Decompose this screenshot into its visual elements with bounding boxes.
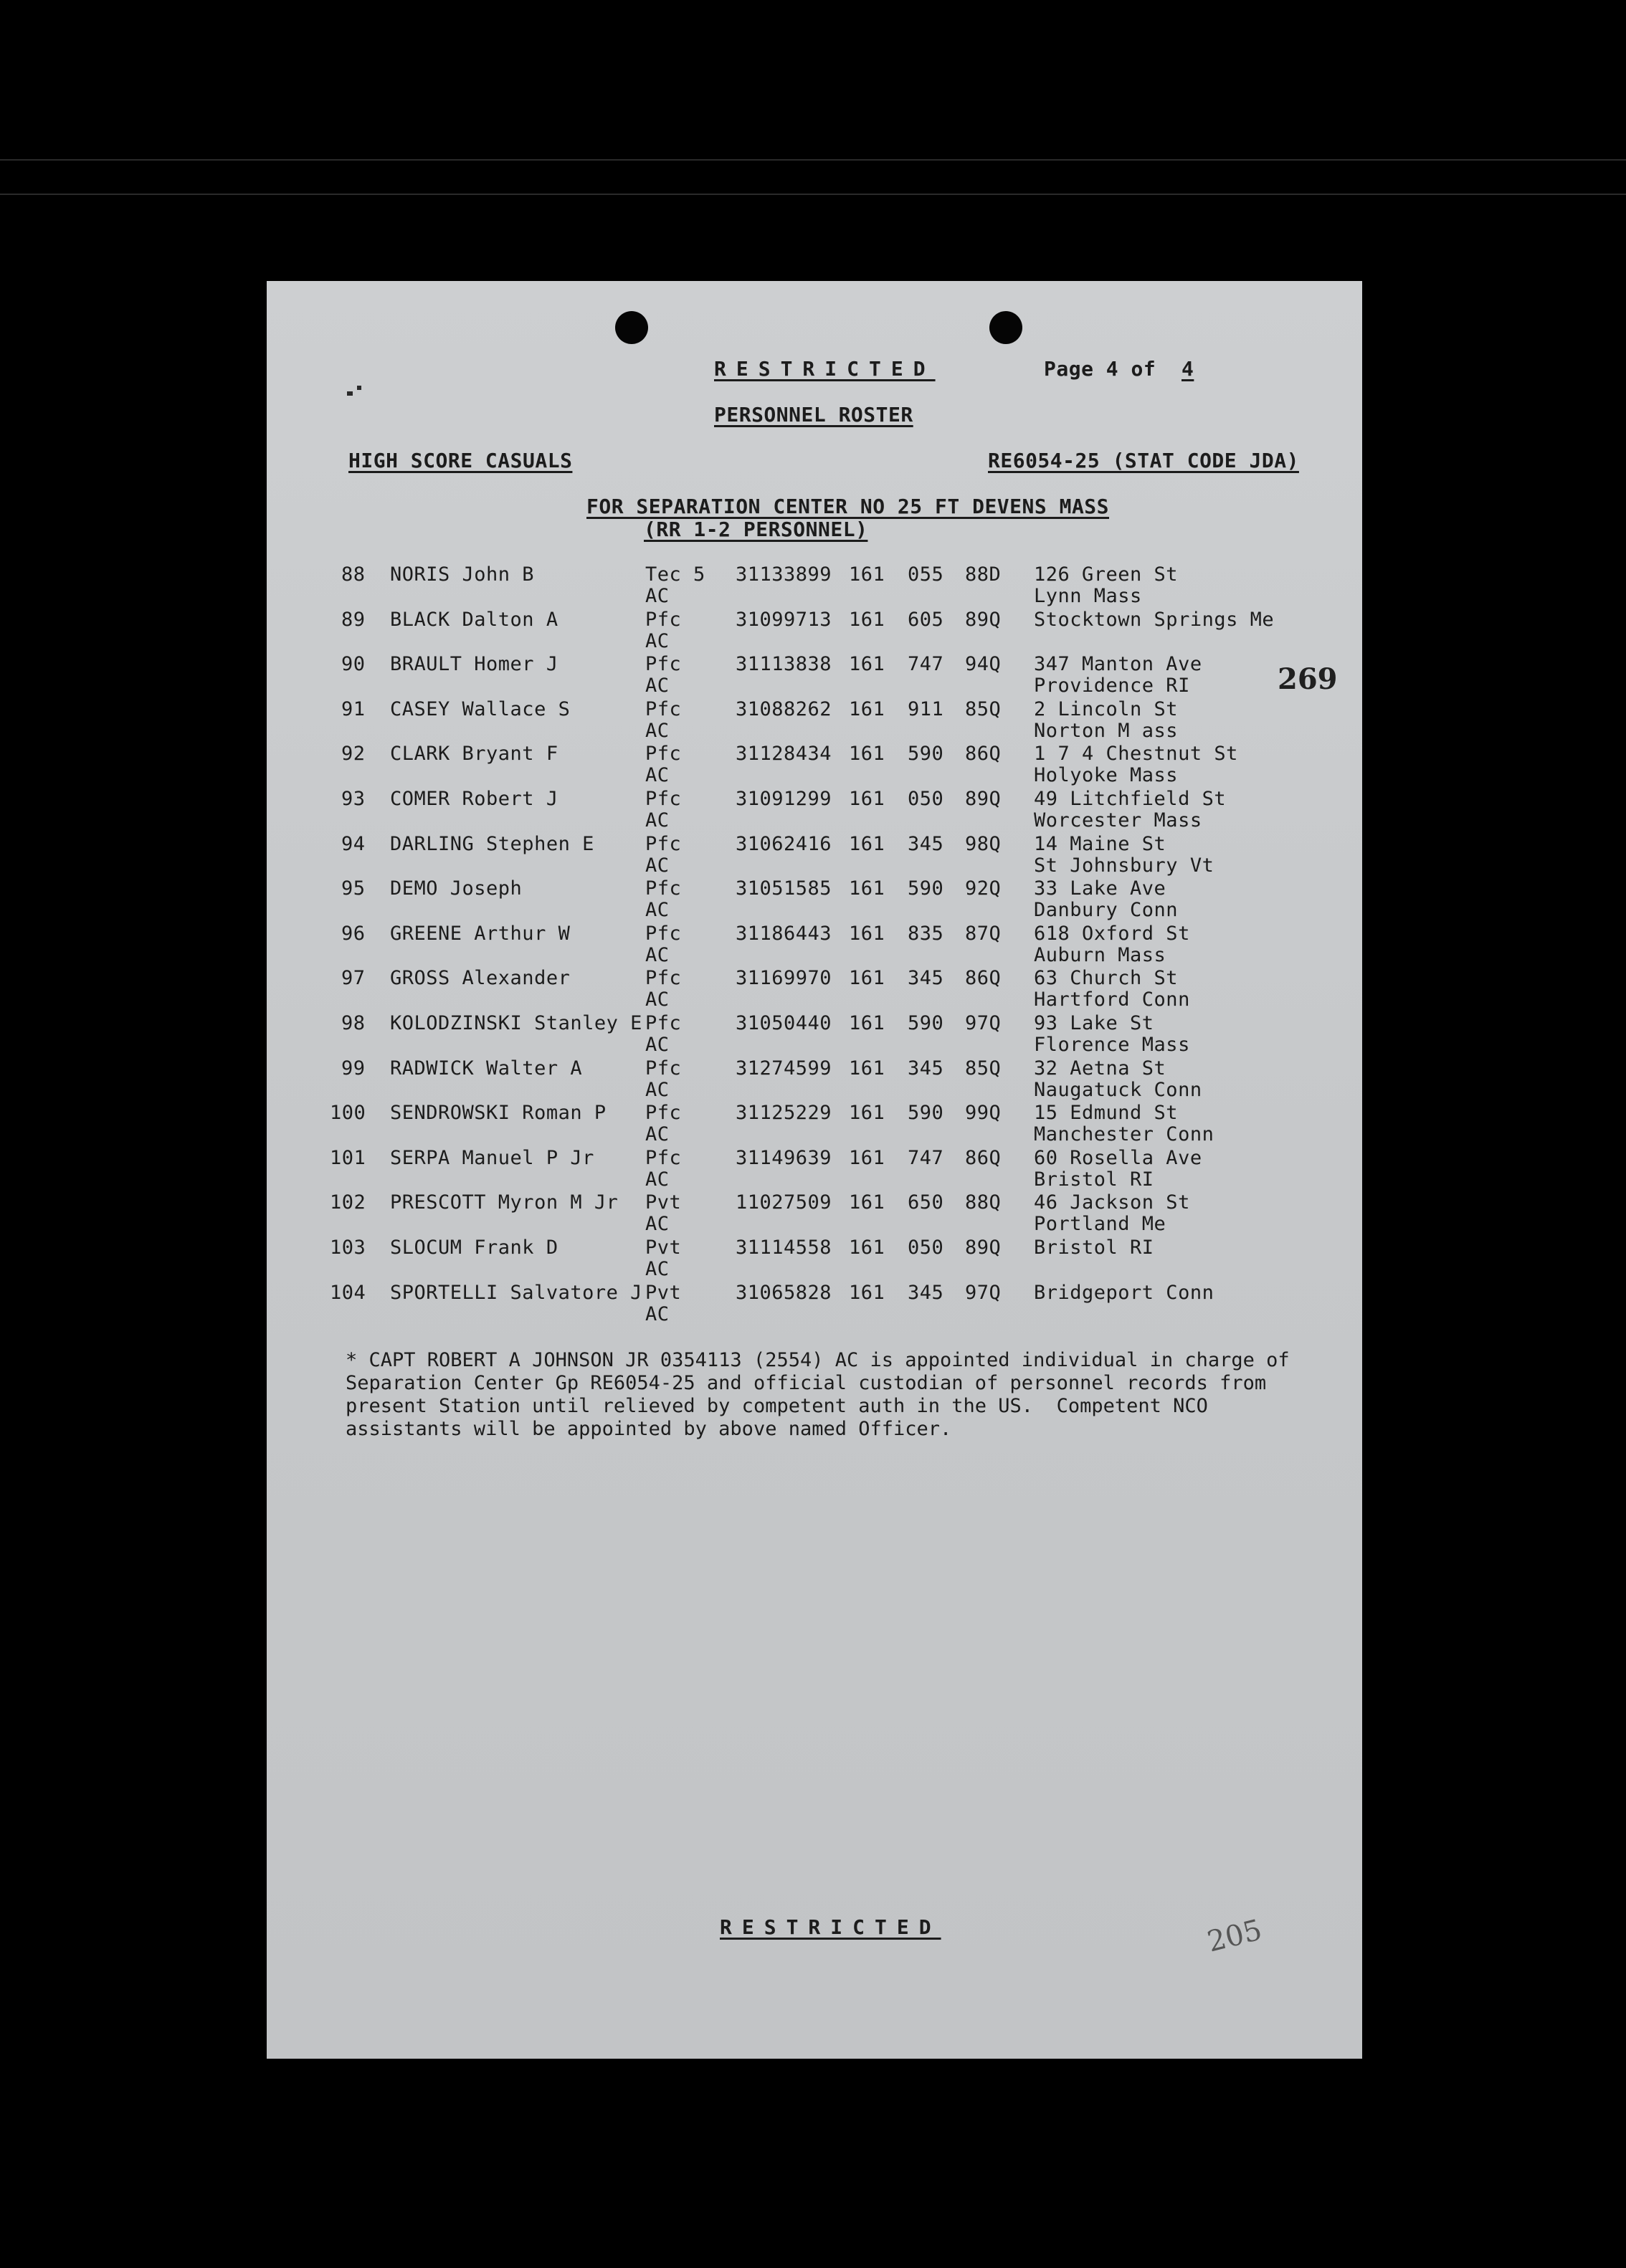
code-1: 161 (849, 1191, 885, 1214)
serial-number: 31088262 (736, 697, 832, 720)
roster-row (267, 1012, 1362, 1057)
branch: AC (645, 854, 670, 877)
row-number: 103 (330, 1237, 366, 1259)
code-2: 911 (908, 697, 944, 720)
code-1: 161 (849, 922, 885, 945)
row-number: 97 (341, 967, 366, 990)
code-1: 161 (849, 832, 885, 855)
address-line-1: Bridgeport Conn (1034, 1281, 1214, 1304)
address-line-2: Norton M ass (1034, 719, 1179, 742)
branch: AC (645, 988, 670, 1011)
soldier-name: CASEY Wallace S (390, 697, 571, 720)
grade: Pfc (645, 877, 682, 900)
row-number: 100 (330, 1102, 366, 1125)
address-line-2: Lynn Mass (1034, 585, 1142, 607)
grade: Pfc (645, 608, 682, 631)
row-number: 102 (330, 1191, 366, 1214)
branch: AC (645, 764, 670, 787)
roster-title: PERSONNEL ROSTER (714, 403, 913, 427)
address-line-2: St Johnsbury Vt (1034, 854, 1214, 877)
grade: Pfc (645, 653, 682, 676)
appointment-note: * CAPT ROBERT A JOHNSON JR 0354113 (2554) AC is appointed individual in charge of Separation Center Gp RE6054-25 and official custodian of personnel records from present Station until relieved by competent auth in the US. Competent NCO assistants will be appointed by above named Officer. (346, 1349, 1290, 1440)
soldier-name: GREENE Arthur W (390, 922, 571, 945)
branch: AC (645, 1258, 670, 1280)
code-2: 055 (908, 563, 944, 586)
punch-hole (989, 311, 1022, 344)
grade: Pvt (645, 1281, 682, 1304)
code-1: 161 (849, 967, 885, 990)
row-number: 93 (341, 788, 366, 810)
roster-row (267, 833, 1362, 877)
code-3: 99Q (965, 1102, 1002, 1125)
row-number: 88 (341, 563, 366, 586)
address-line-1: 60 Rosella Ave (1034, 1146, 1202, 1169)
stray-mark (347, 391, 353, 396)
branch: AC (645, 675, 670, 697)
destination: FOR SEPARATION CENTER NO 25 FT DEVENS MASS (586, 495, 1110, 518)
address-line-1: 15 Edmund St (1034, 1102, 1179, 1125)
punch-hole (615, 311, 648, 344)
address-line-2: Worcester Mass (1034, 809, 1202, 832)
grade: Pfc (645, 1102, 682, 1125)
address-line-2: Florence Mass (1034, 1034, 1190, 1056)
address-line-1: Bristol RI (1034, 1237, 1154, 1259)
code-3: 88Q (965, 1191, 1002, 1214)
code-3: 98Q (965, 832, 1002, 855)
serial-number: 31128434 (736, 743, 832, 766)
address-line-2: Danbury Conn (1034, 899, 1179, 922)
soldier-name: RADWICK Walter A (390, 1057, 583, 1080)
roster-row (267, 967, 1362, 1011)
roster-row (267, 923, 1362, 967)
address-line-1: 347 Manton Ave (1034, 653, 1202, 676)
grade: Pfc (645, 1012, 682, 1034)
serial-number: 31169970 (736, 967, 832, 990)
code-2: 650 (908, 1191, 944, 1214)
serial-number: 31113838 (736, 653, 832, 676)
address-line-1: 14 Maine St (1034, 832, 1166, 855)
branch: AC (645, 1302, 670, 1325)
grade: Pvt (645, 1237, 682, 1259)
roster-row (267, 1147, 1362, 1191)
margin-number: 269 (1278, 662, 1338, 696)
grade: Tec 5 (645, 563, 705, 586)
serial-number: 11027509 (736, 1191, 832, 1214)
code-1: 161 (849, 1057, 885, 1080)
branch: AC (645, 719, 670, 742)
code-2: 345 (908, 832, 944, 855)
address-line-2: Providence RI (1034, 675, 1190, 697)
address-line-1: 93 Lake St (1034, 1012, 1154, 1034)
code-3: 87Q (965, 922, 1002, 945)
roster-row (267, 1102, 1362, 1146)
serial-number: 31050440 (736, 1012, 832, 1034)
roster-row (267, 743, 1362, 787)
soldier-name: SPORTELLI Salvatore J (390, 1281, 642, 1304)
address-line-1: 49 Litchfield St (1034, 788, 1227, 810)
address-line-1: 46 Jackson St (1034, 1191, 1190, 1214)
grade: Pfc (645, 967, 682, 990)
code-3: 88D (965, 563, 1002, 586)
soldier-name: NORIS John B (390, 563, 535, 586)
grade: Pvt (645, 1191, 682, 1214)
code-1: 161 (849, 1146, 885, 1169)
roster-page (267, 281, 1362, 2059)
soldier-name: BLACK Dalton A (390, 608, 558, 631)
code-2: 835 (908, 922, 944, 945)
roster-row (267, 698, 1362, 743)
classification-footer: RESTRICTED (720, 1915, 941, 1939)
code-2: 590 (908, 1012, 944, 1034)
address-line-2: Bristol RI (1034, 1168, 1154, 1191)
pencil-note: 205 (1204, 1913, 1265, 1959)
branch: AC (645, 943, 670, 966)
row-number: 94 (341, 832, 366, 855)
grade: Pfc (645, 788, 682, 810)
code-1: 161 (849, 1281, 885, 1304)
serial-number: 31186443 (736, 922, 832, 945)
code-1: 161 (849, 653, 885, 676)
code-1: 161 (849, 1237, 885, 1259)
branch: AC (645, 1034, 670, 1056)
code-1: 161 (849, 697, 885, 720)
branch: AC (645, 585, 670, 607)
roster-row (267, 1191, 1362, 1236)
page-label: Page 4 of (1044, 357, 1156, 381)
serial-number: 31091299 (736, 788, 832, 810)
row-number: 104 (330, 1281, 366, 1304)
address-line-2: Holyoke Mass (1034, 764, 1179, 787)
soldier-name: SLOCUM Frank D (390, 1237, 558, 1259)
code-3: 86Q (965, 967, 1002, 990)
code-3: 92Q (965, 877, 1002, 900)
address-line-1: 33 Lake Ave (1034, 877, 1166, 900)
serial-number: 31065828 (736, 1281, 832, 1304)
address-line-2: Naugatuck Conn (1034, 1078, 1202, 1101)
address-line-1: 126 Green St (1034, 563, 1179, 586)
serial-number: 31062416 (736, 832, 832, 855)
branch: AC (645, 899, 670, 922)
row-number: 89 (341, 608, 366, 631)
row-number: 92 (341, 743, 366, 766)
soldier-name: KOLODZINSKI Stanley E (390, 1012, 642, 1034)
code-3: 94Q (965, 653, 1002, 676)
row-number: 96 (341, 922, 366, 945)
serial-number: 31051585 (736, 877, 832, 900)
serial-number: 31274599 (736, 1057, 832, 1080)
code-3: 89Q (965, 608, 1002, 631)
address-line-1: 32 Aetna St (1034, 1057, 1166, 1080)
code-3: 86Q (965, 743, 1002, 766)
page-total: 4 (1182, 357, 1194, 381)
code-1: 161 (849, 743, 885, 766)
grade: Pfc (645, 697, 682, 720)
code-2: 345 (908, 1281, 944, 1304)
code-3: 89Q (965, 788, 1002, 810)
address-line-2: Auburn Mass (1034, 943, 1166, 966)
roster-row (267, 877, 1362, 922)
serial-number: 31099713 (736, 608, 832, 631)
unit-code: RE6054-25 (STAT CODE JDA) (988, 449, 1299, 472)
code-2: 747 (908, 1146, 944, 1169)
row-number: 99 (341, 1057, 366, 1080)
code-3: 86Q (965, 1146, 1002, 1169)
code-2: 050 (908, 788, 944, 810)
serial-number: 31114558 (736, 1237, 832, 1259)
code-1: 161 (849, 1102, 885, 1125)
serial-number: 31125229 (736, 1102, 832, 1125)
soldier-name: DEMO Joseph (390, 877, 523, 900)
grade: Pfc (645, 922, 682, 945)
address-line-2: Portland Me (1034, 1213, 1166, 1236)
grade: Pfc (645, 1057, 682, 1080)
soldier-name: BRAULT Homer J (390, 653, 558, 676)
code-2: 050 (908, 1237, 944, 1259)
soldier-name: CLARK Bryant F (390, 743, 558, 766)
address-line-1: 618 Oxford St (1034, 922, 1190, 945)
address-line-1: Stocktown Springs Me (1034, 608, 1275, 631)
row-number: 95 (341, 877, 366, 900)
roster-row (267, 609, 1362, 653)
code-3: 85Q (965, 697, 1002, 720)
roster-row (267, 653, 1362, 697)
roster-row (267, 1237, 1362, 1281)
roster-row (267, 1057, 1362, 1102)
grade: Pfc (645, 1146, 682, 1169)
soldier-name: SERPA Manuel P Jr (390, 1146, 594, 1169)
code-2: 605 (908, 608, 944, 631)
row-number: 98 (341, 1012, 366, 1034)
code-3: 85Q (965, 1057, 1002, 1080)
code-1: 161 (849, 1012, 885, 1034)
row-number: 101 (330, 1146, 366, 1169)
branch: AC (645, 1078, 670, 1101)
branch: AC (645, 1123, 670, 1146)
serial-number: 31149639 (736, 1146, 832, 1169)
grade: Pfc (645, 832, 682, 855)
branch: AC (645, 629, 670, 652)
address-line-1: 1 7 4 Chestnut St (1034, 743, 1238, 766)
code-2: 747 (908, 653, 944, 676)
code-3: 97Q (965, 1012, 1002, 1034)
soldier-name: SENDROWSKI Roman P (390, 1102, 607, 1125)
address-line-1: 2 Lincoln St (1034, 697, 1179, 720)
row-number: 90 (341, 653, 366, 676)
soldier-name: PRESCOTT Myron M Jr (390, 1191, 619, 1214)
address-line-2: Hartford Conn (1034, 988, 1190, 1011)
roster-subtitle: (RR 1-2 PERSONNEL) (644, 518, 868, 541)
roster-row (267, 1282, 1362, 1326)
serial-number: 31133899 (736, 563, 832, 586)
address-line-2: Manchester Conn (1034, 1123, 1214, 1146)
code-1: 161 (849, 563, 885, 586)
stray-mark (357, 386, 361, 390)
row-number: 91 (341, 697, 366, 720)
code-2: 590 (908, 1102, 944, 1125)
address-line-1: 63 Church St (1034, 967, 1179, 990)
code-2: 345 (908, 1057, 944, 1080)
branch: AC (645, 809, 670, 832)
code-2: 590 (908, 743, 944, 766)
branch: AC (645, 1168, 670, 1191)
scan-artifact-line (0, 159, 1626, 161)
scan-artifact-line (0, 194, 1626, 195)
code-3: 89Q (965, 1237, 1002, 1259)
code-3: 97Q (965, 1281, 1002, 1304)
branch: AC (645, 1213, 670, 1236)
soldier-name: DARLING Stephen E (390, 832, 594, 855)
code-2: 590 (908, 877, 944, 900)
roster-row (267, 788, 1362, 832)
classification-header: RESTRICTED (714, 357, 936, 381)
code-1: 161 (849, 608, 885, 631)
code-2: 345 (908, 967, 944, 990)
code-1: 161 (849, 788, 885, 810)
code-1: 161 (849, 877, 885, 900)
soldier-name: GROSS Alexander (390, 967, 571, 990)
roster-row (267, 563, 1362, 608)
soldier-name: COMER Robert J (390, 788, 558, 810)
grade: Pfc (645, 743, 682, 766)
unit-name: HIGH SCORE CASUALS (348, 449, 573, 472)
